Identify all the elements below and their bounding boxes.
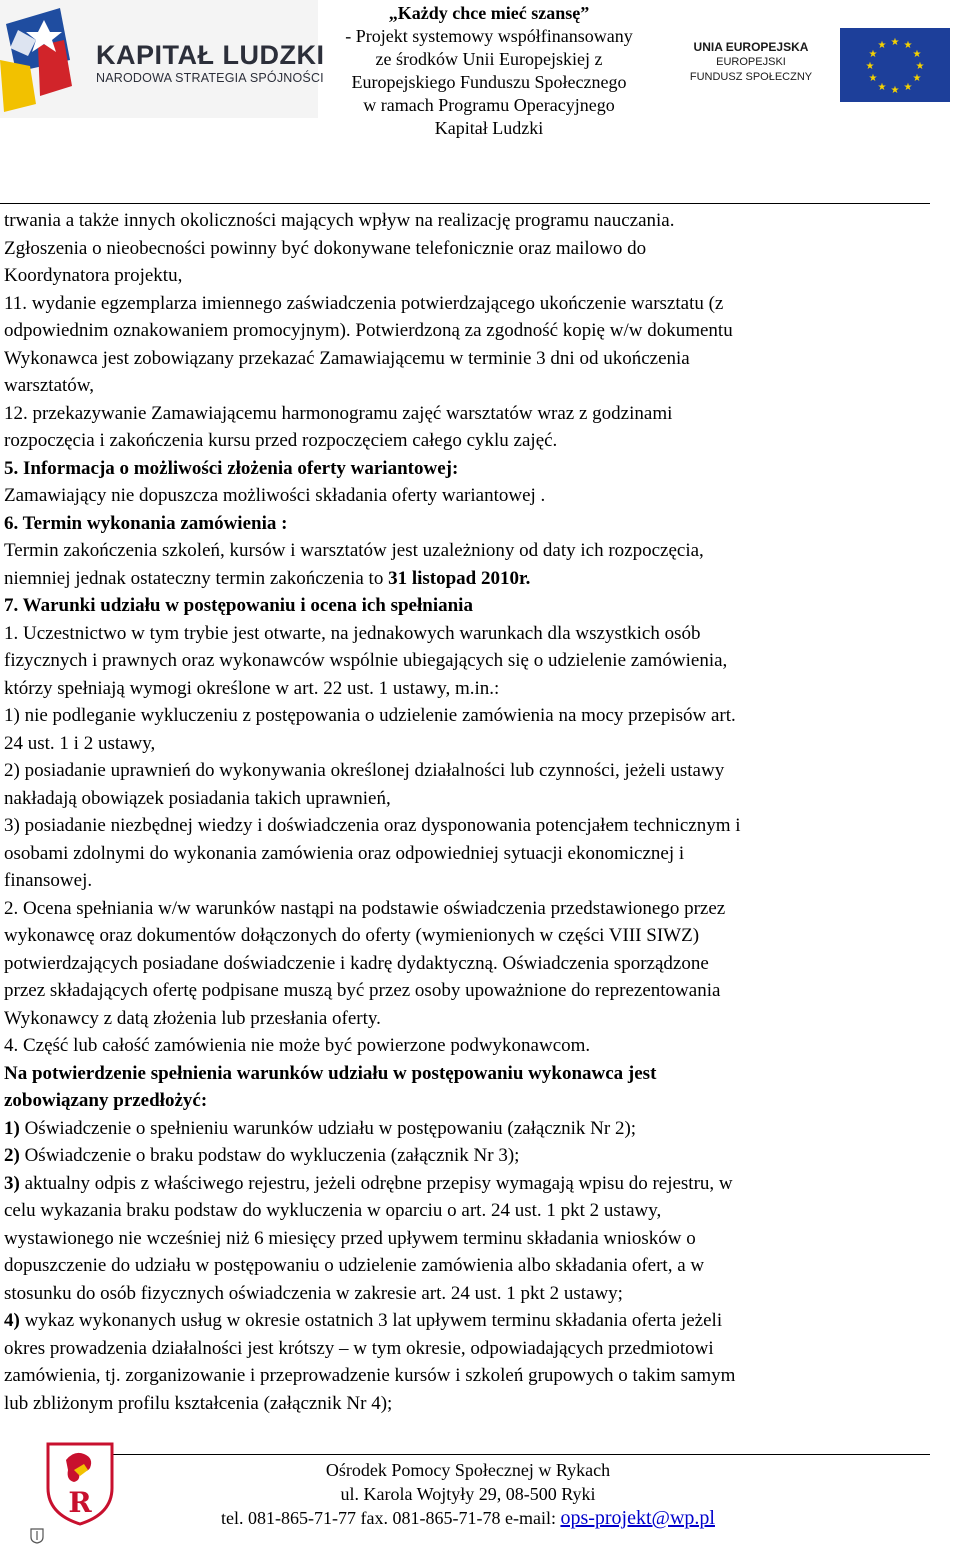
text-line: 1. Uczestnictwo w tym trybie jest otwarte, na jednakowych warunkach dla wszystkich osób: [4, 622, 701, 644]
footer-contact-line: [160, 1506, 776, 1530]
text-line: przez składających ofertę podpisane muszą być przez osoby upoważnione do reprezentowania: [4, 980, 721, 1001]
section-heading: [4, 455, 934, 483]
text-line: 2. Ocena spełniania w/w warunków nastąpi na podstawie oświadczenia przedstawionego przez: [4, 897, 726, 919]
project-description: [322, 2, 656, 140]
footer-address: ul. Karola Wojtyły 29, 08-500 Ryki: [340, 1484, 596, 1504]
footer-phone-fax: tel. 081-865-71-77 fax. 081-865-71-78 e-mail:: [221, 1508, 561, 1528]
svg-text:★: ★: [868, 73, 878, 84]
ryki-coat-of-arms-icon: [44, 1440, 116, 1531]
text-line: fizycznych i prawnych oraz wykonawców wspólnie ubiegających się o udzielenie zamówienia,: [4, 650, 728, 671]
svg-text:★: ★: [912, 49, 922, 60]
svg-text:★: ★: [868, 49, 878, 60]
text-line: osobami zdolnymi do wykonania zamówienia oraz odpowiedniej sytuacji ekonomicznej i: [4, 842, 685, 864]
list-text: Oświadczenie o spełnieniu warunków udziału w postępowaniu (załącznik Nr 2);: [19, 1117, 637, 1139]
list-number: 2): [4, 1145, 20, 1166]
list-number: 1): [4, 1117, 20, 1139]
list-number: 4): [4, 1310, 20, 1331]
eu-label: [676, 40, 826, 85]
text-line: wykonawcę oraz dokumentów dołączonych do oferty (wymienionych w części VIII SIWZ): [4, 925, 700, 946]
section-heading-text: 7. Warunki udziału w postępowaniu i ocena ich spełniania: [4, 595, 473, 616]
text-line: warsztatów,: [4, 375, 95, 396]
svg-text:★: ★: [915, 61, 925, 72]
footer-email-link[interactable]: ops-projekt@wp.pl: [560, 1507, 715, 1529]
kapital-ludzki-logo: [0, 0, 325, 118]
small-emblem-icon: [30, 1528, 44, 1549]
text-line: odpowiednim oznakowaniem promocyjnym). Potwierdzoną za zgodność kopię w/w dokumentu: [4, 320, 733, 341]
text-line: 12. przekazywanie Zamawiającemu harmonogramu zajęć warsztatów wraz z godzinami: [4, 402, 673, 424]
text-line: nakładają obowiązek posiadania takich uprawnień,: [4, 787, 391, 809]
text-line: którzy spełniają wymogi określone w art. 22 ust. 1 ustawy, m.in.:: [4, 677, 500, 699]
svg-text:★: ★: [903, 40, 913, 51]
bold-heading: [4, 1060, 934, 1088]
svg-text:★: ★: [865, 61, 875, 72]
text-line: 2) posiadanie uprawnień do wykonywania określonej działalności lub czynności, jeżeli ustawy: [4, 760, 725, 781]
svg-text:★: ★: [877, 82, 887, 93]
text-line: Koordynatora projektu,: [4, 265, 183, 286]
svg-text:★: ★: [912, 73, 922, 84]
list-item: [4, 1307, 934, 1335]
eu-label-line2: EUROPEJSKI: [716, 56, 786, 68]
svg-text:★: ★: [903, 82, 913, 93]
page-header: [0, 0, 960, 140]
text-line: Wykonawca jest zobowiązany przekazać Zamawiającemu w terminie 3 dni od ukończenia: [4, 347, 690, 369]
text-line-with-date: [4, 565, 934, 593]
section-heading: [4, 592, 934, 620]
svg-text:★: ★: [890, 85, 900, 96]
logo-subtitle: NARODOWA STRATEGIA SPÓJNOŚCI: [96, 71, 324, 85]
project-line: Kapitał Ludzki: [434, 118, 544, 138]
text-line: 1) nie podleganie wykluczeniu z postępowania o udzielenie zamówienia na mocy przepisów art.: [4, 705, 736, 726]
text-line: 24 ust. 1 i 2 ustawy,: [4, 732, 156, 754]
header-divider: [0, 203, 930, 204]
text-line: okres prowadzenia działalności jest krótszy – w tym okresie, odpowiadających przedmiotowi: [4, 1337, 714, 1359]
list-text: Oświadczenie o braku podstaw do wykluczenia (załącznik Nr 3);: [19, 1145, 520, 1166]
text-line: zamówienia, tj. zorganizowanie i przeprowadzenie kursów i szkoleń grupowych o takim samym: [4, 1365, 736, 1386]
text-fragment: niemniej jednak ostateczny termin zakończenia to: [4, 567, 389, 589]
list-item: [4, 1142, 934, 1170]
text-line: Wykonawcy z datą złożenia lub przesłania oferty.: [4, 1007, 381, 1029]
bold-heading-text: zobowiązany przedłożyć:: [4, 1090, 208, 1111]
eu-label-line1: UNIA EUROPEJSKA: [693, 40, 809, 54]
text-line: potwierdzających posiadane doświadczenie i kadrę dydaktyczną. Oświadczenia sporządzone: [4, 952, 709, 974]
text-line: Zgłoszenia o nieobecności powinny być dokonywane telefonicznie oraz mailowo do: [4, 237, 647, 259]
text-line: stosunku do osób fizycznych oświadczenia w zakresie art. 24 ust. 1 pkt 2 ustawy;: [4, 1282, 623, 1304]
project-line: Europejskiego Funduszu Społecznego: [351, 72, 627, 92]
project-line: ze środków Unii Europejskiej z: [375, 49, 603, 69]
project-line: w ramach Programu Operacyjnego: [363, 95, 615, 115]
logo-title: KAPITAŁ LUDZKI: [96, 40, 325, 70]
list-number: 3): [4, 1172, 20, 1194]
project-title: „Każdy chce mieć szansę”: [388, 3, 590, 23]
bold-heading: [4, 1087, 934, 1115]
footer-divider: [96, 1454, 930, 1455]
deadline-date: 31 listopad 2010r.: [388, 567, 531, 589]
text-line: trwania a także innych okoliczności mających wpływ na realizację programu nauczania.: [4, 210, 675, 231]
project-line: - Projekt systemowy współfinansowany: [345, 26, 633, 46]
bold-heading-text: Na potwierdzenie spełnienia warunków udziału w postępowaniu wykonawca jest: [4, 1062, 657, 1084]
document-body: [4, 207, 934, 1417]
section-heading-text: 6. Termin wykonania zamówienia :: [4, 512, 288, 534]
text-line: 11. wydanie egzemplarza imiennego zaświadczenia potwierdzającego ukończenie warsztatu (z: [4, 292, 724, 314]
footer-contact: [160, 1458, 776, 1530]
text-line: finansowej.: [4, 870, 93, 891]
section-heading: [4, 510, 934, 538]
text-line: Zamawiający nie dopuszcza możliwości składania oferty wariantowej .: [4, 485, 546, 506]
text-line: lub zbliżonym profilu kształcenia (załącznik Nr 4);: [4, 1392, 393, 1414]
text-line: dopuszczenie do udziału w postępowaniu o udzielenie zamówienia albo składania ofert, a w: [4, 1255, 705, 1276]
text-line: 4. Część lub całość zamówienia nie może być powierzone podwykonawcom.: [4, 1035, 591, 1056]
list-item: [4, 1115, 934, 1143]
text-line: rozpoczęcia i zakończenia kursu przed rozpoczęciem całego cyklu zajęć.: [4, 430, 558, 451]
footer-organization: Ośrodek Pomocy Społecznej w Rykach: [325, 1460, 611, 1480]
list-item: [4, 1170, 934, 1198]
text-line: celu wykazania braku podstaw do wykluczenia w oparciu o art. 24 ust. 1 pkt 2 ustawy,: [4, 1200, 662, 1221]
text-line: wystawionego nie wcześniej niż 6 miesięcy przed upływem terminu składania wniosków o: [4, 1227, 696, 1249]
svg-text:R: R: [68, 1486, 92, 1519]
svg-text:★: ★: [890, 37, 900, 48]
list-text: wykaz wykonanych usług w okresie ostatnich 3 lat upływem terminu składania oferta jeżeli: [19, 1310, 723, 1331]
list-text: aktualny odpis z właściwego rejestru, jeżeli odrębne przepisy wymagają wpisu do rejestru, w: [19, 1172, 733, 1194]
text-line: 3) posiadanie niezbędnej wiedzy i doświadczenia oraz dysponowania potencjałem technicznym i: [4, 815, 741, 836]
section-heading-text: 5. Informacja o możliwości złożenia oferty wariantowej:: [4, 457, 459, 479]
eu-label-line3: FUNDUSZ SPOŁECZNY: [689, 71, 813, 83]
svg-text:★: ★: [877, 40, 887, 51]
eu-flag-icon: [840, 28, 950, 107]
text-line: Termin zakończenia szkoleń, kursów i warsztatów jest uzależniony od daty ich rozpoczęcia,: [4, 540, 704, 561]
